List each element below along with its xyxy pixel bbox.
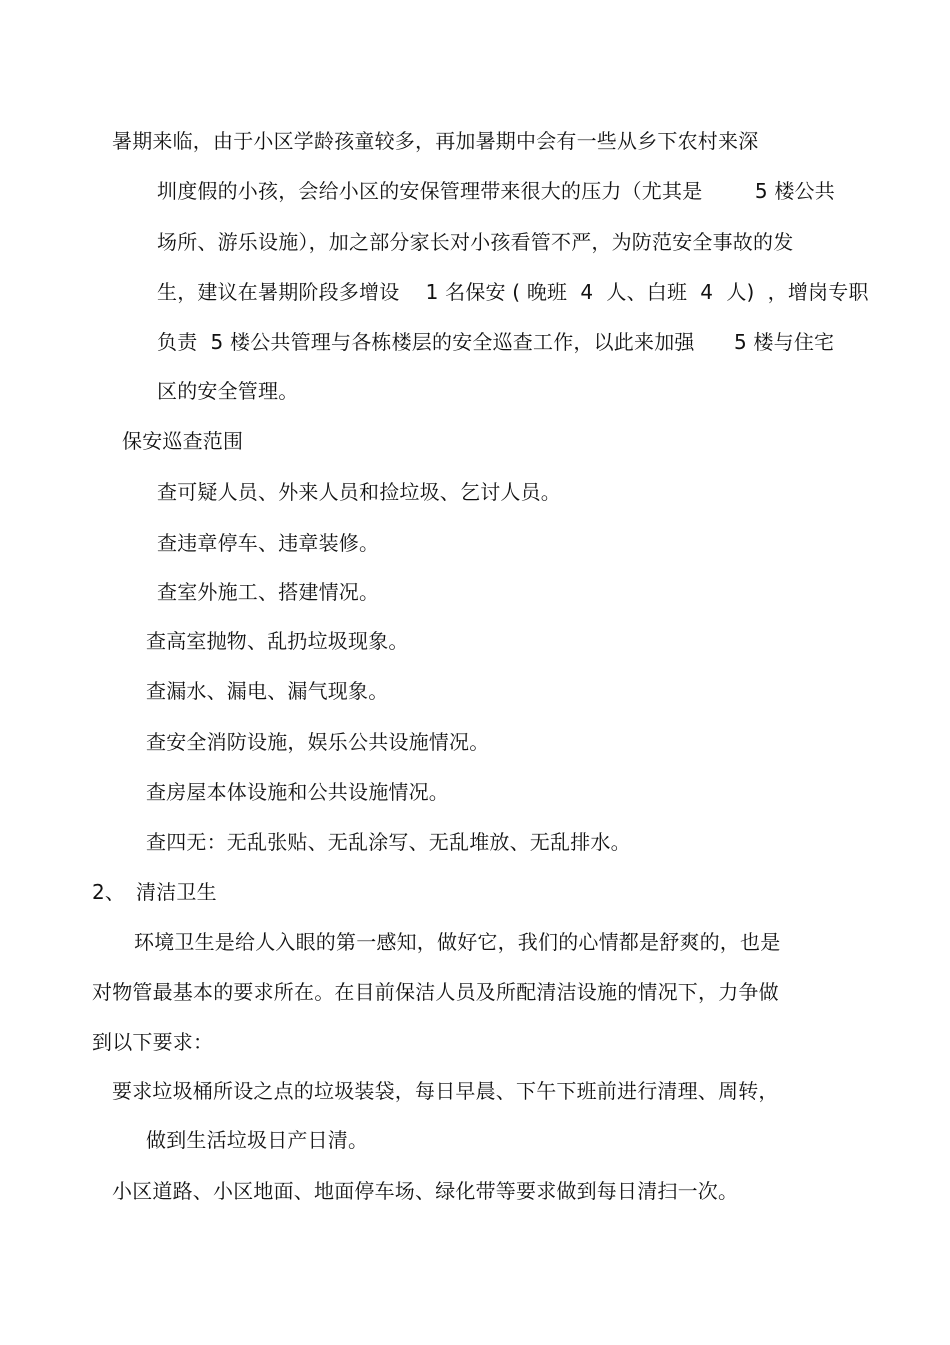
patrol-item: 查室外施工、搭建情况。 [157,580,380,604]
requirement-line: 做到生活垃圾日产日清。 [146,1128,369,1152]
paragraph-line: 暑期来临，由于小区学龄孩童较多，再加暑期中会有一些从乡下农村来深 [112,129,759,153]
paragraph-line: 区的安全管理。 [157,379,299,403]
requirement-line: 要求垃圾桶所设之点的垃圾装袋，每日早晨、下午下班前进行清理、周转， [112,1079,779,1103]
patrol-item: 查四无：无乱张贴、无乱涂写、无乱堆放、无乱排水。 [146,830,631,854]
patrol-item: 查高室抛物、乱扔垃圾现象。 [146,629,409,653]
section-number: 2、 [92,880,126,904]
intro-line: 对物管最基本的要求所在。在目前保洁人员及所配清洁设施的情况下，力争做 [92,980,779,1004]
patrol-item: 查漏水、漏电、漏气现象。 [146,679,389,703]
patrol-heading: 保安巡查范围 [122,429,244,453]
paragraph-line: 圳度假的小孩，会给小区的安保管理带来很大的压力（尤其是 5 楼公共 [157,179,835,203]
patrol-item: 查违章停车、违章装修。 [157,531,380,555]
intro-line: 到以下要求： [92,1030,214,1054]
patrol-item: 查房屋本体设施和公共设施情况。 [146,780,449,804]
requirement-line: 小区道路、小区地面、地面停车场、绿化带等要求做到每日清扫一次。 [112,1179,739,1203]
patrol-item: 查可疑人员、外来人员和捡垃圾、乞讨人员。 [157,480,561,504]
section-title: 清洁卫生 [136,880,217,904]
intro-line: 环境卫生是给人入眼的第一感知，做好它，我们的心情都是舒爽的，也是 [134,930,781,954]
paragraph-line: 场所、游乐设施），加之部分家长对小孩看管不严，为防范安全事故的发 [157,230,794,254]
patrol-item: 查安全消防设施，娱乐公共设施情况。 [146,730,490,754]
paragraph-line: 负责 5 楼公共管理与各栋楼层的安全巡查工作，以此来加强 5 楼与住宅 [157,330,835,354]
paragraph-line: 生，建议在暑期阶段多增设 1 名保安 ( 晚班 4 人、白班 4 人) ，增岗专职 [157,280,869,304]
